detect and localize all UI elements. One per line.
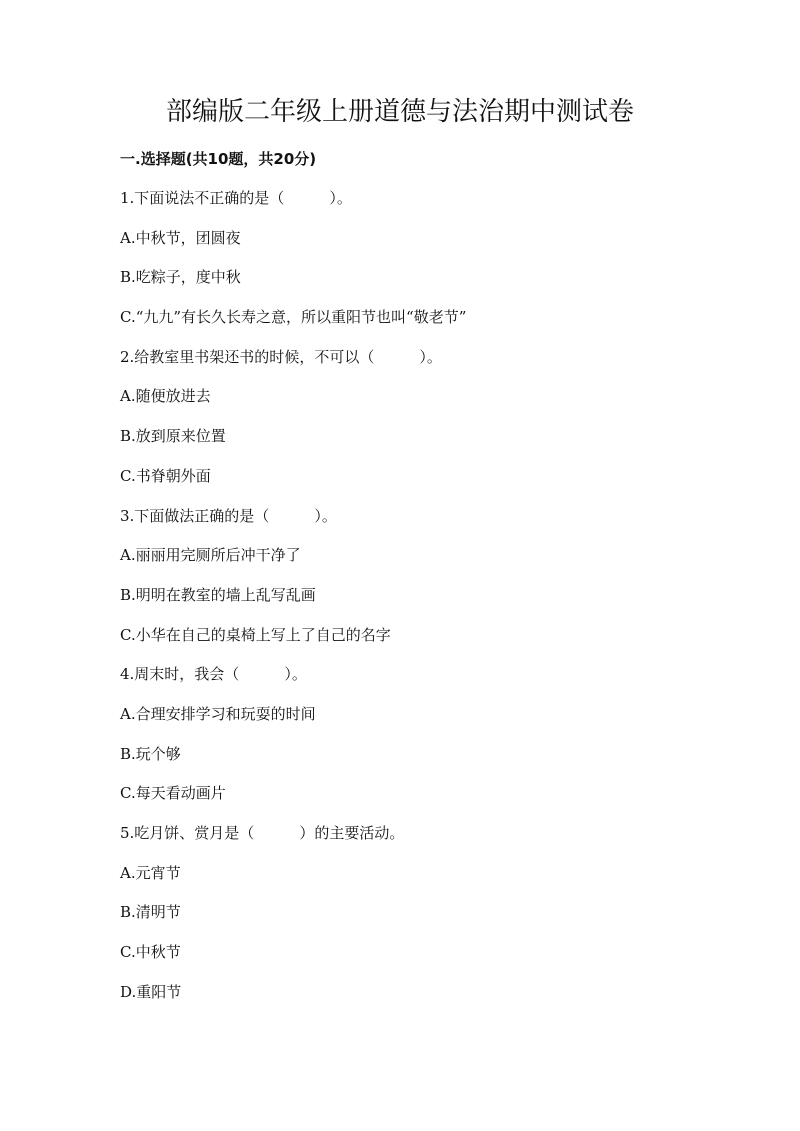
question-3-option-a: A.丽丽用完厕所后冲干净了 (120, 546, 301, 565)
question-3-option-c: C.小华在自己的桌椅上写上了自己的名字 (120, 625, 391, 644)
question-5-stem: 5.吃月饼、赏月是（ ）的主要活动。 (120, 824, 405, 842)
question-5-option-b: B.清明节 (120, 903, 181, 922)
question-2-option-b: B.放到原来位置 (120, 427, 226, 446)
page-title: 部编版二年级上册道德与法治期中测试卷 (165, 97, 634, 127)
question-2-stem: 2.给教室里书架还书的时候，不可以（ ）。 (120, 347, 442, 366)
question-4-stem: 4.周末时，我会（ ）。 (120, 665, 307, 684)
question-3-option-b: B.明明在教室的墙上乱写乱画 (120, 585, 316, 604)
question-1-option-c: C.“九九”有长久长寿之意，所以重阳节也叫“敬老节” (120, 308, 467, 327)
question-5-option-d: D.重阳节 (120, 982, 182, 1001)
question-1-stem: 1.下面说法不正确的是（ ）。 (120, 189, 352, 207)
question-4-option-a: A.合理安排学习和玩耍的时间 (120, 704, 316, 723)
question-5-option-a: A.元宵节 (120, 863, 181, 882)
question-5-option-c: C.中秋节 (120, 943, 181, 962)
question-1-option-b: B.吃粽子，度中秋 (120, 268, 241, 287)
question-list (120, 183, 760, 1016)
question-3-stem: 3.下面做法正确的是（ ）。 (120, 506, 337, 525)
question-2-option-c: C.书脊朝外面 (120, 466, 211, 485)
question-1-option-a: A.中秋节，团圆夜 (120, 228, 241, 247)
question-4-option-c: C.每天看动画片 (120, 784, 226, 803)
section-heading: 一.选择题(共10题，共20分) (120, 150, 317, 168)
question-4-option-b: B.玩个够 (120, 744, 181, 763)
question-2-option-a: A.随便放进去 (120, 387, 211, 406)
